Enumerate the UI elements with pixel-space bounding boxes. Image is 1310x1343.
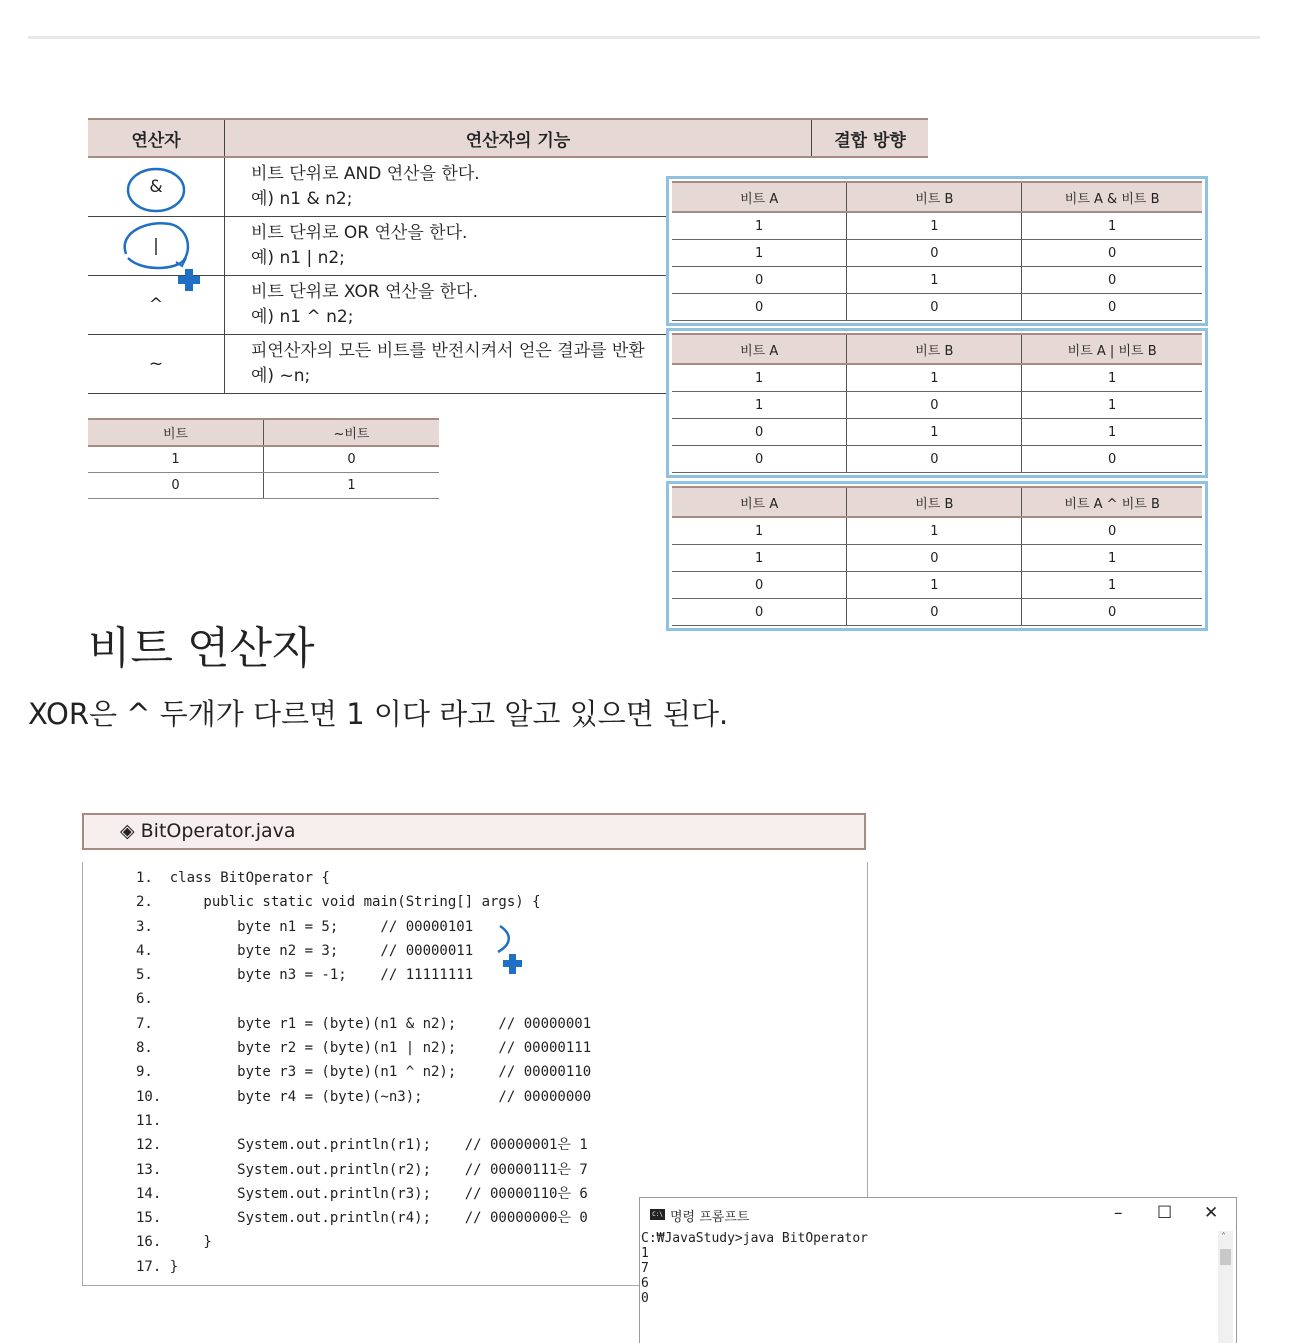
- code-line: 9. byte r3 = (byte)(n1 ^ n2); // 00000110: [136, 1064, 592, 1081]
- code-line: 5. byte n3 = -1; // 11111111: [136, 967, 474, 984]
- code-line: 8. byte r2 = (byte)(n1 | n2); // 00000111: [136, 1040, 592, 1057]
- not-truth-table: [88, 418, 439, 499]
- table-row: 1 1 1: [672, 212, 1202, 240]
- table-row: 1 1 1: [672, 364, 1202, 392]
- operator-symbol: ~: [88, 335, 225, 394]
- command-prompt-window: [639, 1197, 1237, 1343]
- col-header: ~비트: [264, 419, 440, 446]
- code-line: 13. System.out.println(r2); // 00000111은 7: [136, 1161, 588, 1178]
- operator-description: 비트 단위로 OR 연산을 한다. 예) n1 | n2;: [225, 217, 929, 276]
- operator-symbol: |: [88, 217, 225, 276]
- xor-truth-table: [666, 481, 1208, 631]
- section-title: 비트 연산자: [88, 623, 315, 674]
- handwritten-annotation: [118, 162, 218, 292]
- minimize-button[interactable]: –: [1114, 1203, 1123, 1223]
- operator-description: 비트 단위로 AND 연산을 한다. 예) n1 & n2;: [225, 157, 929, 217]
- operator-description: 비트 단위로 XOR 연산을 한다. 예) n1 ^ n2;: [225, 276, 929, 335]
- maximize-button[interactable]: ☐: [1157, 1203, 1173, 1223]
- code-line: 15. System.out.println(r4); // 00000000은 0: [136, 1210, 588, 1227]
- table-row: 1 0 1: [672, 392, 1202, 419]
- console-output: C:₩JavaStudy>java BitOperator 1 7 6 0: [641, 1231, 868, 1306]
- or-truth-table: [666, 328, 1208, 478]
- code-panel-title: ◈ BitOperator.java: [82, 813, 866, 850]
- col-header: 비트 A: [672, 182, 847, 212]
- col-header: 비트 A: [672, 334, 847, 364]
- col-header: 비트 B: [847, 182, 1022, 212]
- table-row: 1 0: [88, 446, 439, 473]
- cmd-icon: C:\: [650, 1209, 665, 1220]
- code-line: 10. byte r4 = (byte)(~n3); // 00000000: [136, 1088, 592, 1105]
- table-row: 0 1 1: [672, 419, 1202, 446]
- col-header: 비트 A | 비트 B: [1022, 334, 1202, 364]
- top-divider: [28, 36, 1260, 39]
- code-line: 12. System.out.println(r1); // 00000001은 1: [136, 1137, 588, 1154]
- col-header: 비트 A ^ 비트 B: [1022, 487, 1202, 517]
- table-row: 0 1: [88, 473, 439, 499]
- code-line: 17. }: [136, 1258, 179, 1275]
- code-line: 6.: [136, 991, 153, 1008]
- operator-symbol: &: [88, 157, 225, 217]
- and-truth-table: [666, 176, 1208, 326]
- col-header: 비트: [88, 419, 264, 446]
- code-line: 2. public static void main(String[] args) {: [136, 894, 541, 911]
- code-line: 11.: [136, 1112, 162, 1129]
- col-header-operator: 연산자: [88, 119, 225, 157]
- operator-description: 피연산자의 모든 비트를 반전시켜서 얻은 결과를 반환 예) ~n;: [225, 335, 929, 394]
- code-line: 16. }: [136, 1234, 212, 1251]
- table-row: 1 0 0: [672, 240, 1202, 267]
- col-header: 비트 B: [847, 487, 1022, 517]
- close-button[interactable]: ✕: [1204, 1203, 1219, 1223]
- code-line: 3. byte n1 = 5; // 00000101: [136, 918, 474, 935]
- console-title: 명령 프롬프트: [670, 1210, 750, 1225]
- table-row: 1 1 0: [672, 517, 1202, 545]
- console-titlebar[interactable]: [640, 1198, 1236, 1230]
- table-row: 0 0 0: [672, 599, 1202, 626]
- scroll-thumb[interactable]: [1220, 1249, 1231, 1265]
- col-header-direction: 결합 방향: [812, 119, 929, 157]
- code-line: 4. byte n2 = 3; // 00000011: [136, 942, 474, 959]
- table-row: 0 1 1: [672, 572, 1202, 599]
- code-line: 7. byte r1 = (byte)(n1 & n2); // 00000001: [136, 1015, 592, 1032]
- col-header-function: 연산자의 기능: [225, 119, 812, 157]
- operator-symbol: ^: [88, 276, 225, 335]
- col-header: 비트 B: [847, 334, 1022, 364]
- table-row: 1 0 1: [672, 545, 1202, 572]
- col-header: 비트 A & 비트 B: [1022, 182, 1202, 212]
- code-line: 1. class BitOperator {: [136, 870, 330, 886]
- table-row: 0 1 0: [672, 267, 1202, 294]
- table-row: 0 0 0: [672, 294, 1202, 321]
- body-paragraph: XOR은 ^ 두개가 다르면 1 이다 라고 알고 있으면 된다.: [28, 697, 729, 731]
- scroll-up-icon[interactable]: ˄: [1221, 1232, 1226, 1243]
- table-row: 0 0 0: [672, 446, 1202, 473]
- handwritten-annotation: [494, 922, 530, 978]
- code-line: 14. System.out.println(r3); // 00000110은 6: [136, 1185, 588, 1202]
- col-header: 비트 A: [672, 487, 847, 517]
- console-scrollbar[interactable]: [1218, 1231, 1233, 1343]
